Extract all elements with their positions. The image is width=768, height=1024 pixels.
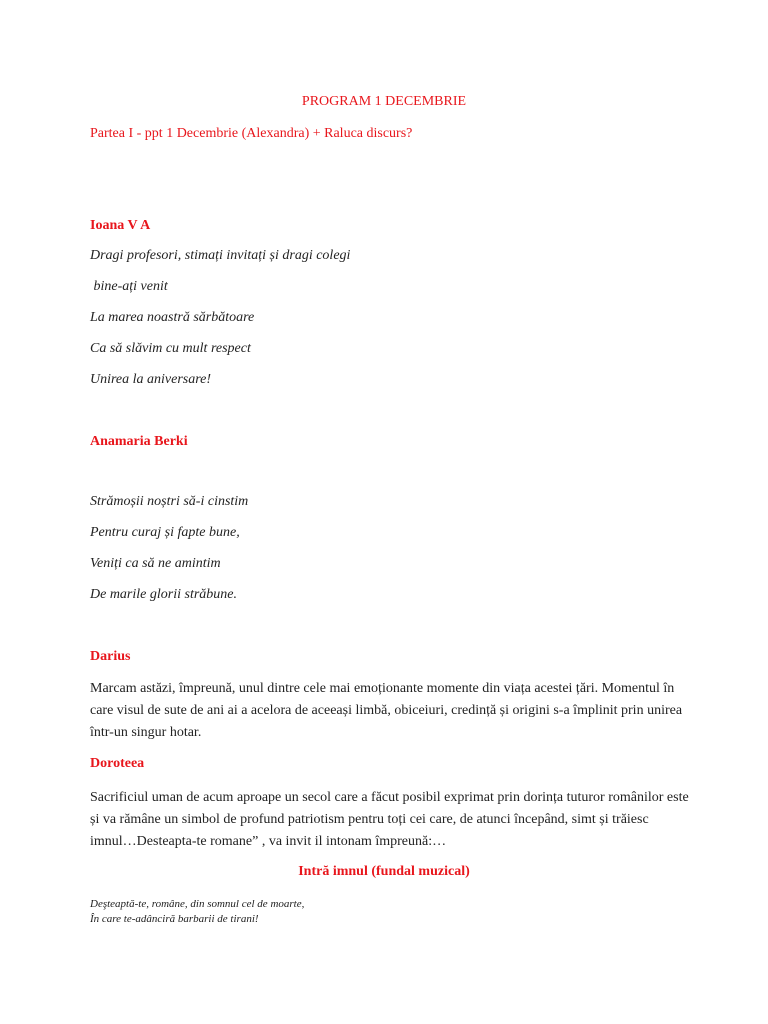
speaker-doroteea: Doroteea: [90, 756, 145, 771]
speech-paragraph: Sacrificiul uman de acum aproape un secol care a făcut posibil exprimat prin dorința tuturor românilor este și va rămâne un simbol de profund patriotism pentru toți cei care, de atunci începând, simt și trăiesc imnul…Desteapta-te romane” , va invit il intonam împreună:…: [90, 790, 689, 849]
verse-line: Ca să slăvim cu mult respect: [90, 341, 251, 356]
speaker-ioana: Ioana V A: [90, 218, 151, 233]
speaker-darius: Darius: [90, 649, 131, 664]
speaker-anamaria: Anamaria Berki: [90, 434, 188, 449]
verse-line: La marea noastră sărbătoare: [90, 310, 255, 325]
verse-line: Pentru curaj și fapte bune,: [90, 525, 240, 540]
verse-line: Strămoșii noștri să-i cinstim: [90, 494, 249, 509]
anthem-heading: Intră imnul (fundal muzical): [298, 864, 470, 879]
verse-line: Unirea la aniversare!: [90, 372, 212, 387]
speech-paragraph: Marcam astăzi, împreună, unul dintre cele mai emoționante momente din viața acestei țări. Momentul în care visul de sute de ani ai a acelora de aceeași limbă, obiceiuri, credință și origini s-a împlinit prin unirea într-un singur hotar.: [90, 681, 683, 740]
document-title: PROGRAM 1 DECEMBRIE: [301, 94, 467, 109]
anthem-line: Deşteaptă-te, române, din somnul cel de moarte,: [90, 898, 305, 910]
verse-line: De marile glorii străbune.: [90, 587, 237, 602]
document-subtitle: Partea I - ppt 1 Decembrie (Alexandra) + Raluca discurs?: [90, 126, 413, 141]
verse-line: bine-ați venit: [90, 279, 168, 294]
anthem-line: În care te-adânciră barbarii de tirani!: [90, 913, 259, 925]
verse-line: Veniți ca să ne amintim: [90, 556, 221, 571]
verse-line: Dragi profesori, stimați invitați și dragi colegi: [90, 248, 351, 263]
